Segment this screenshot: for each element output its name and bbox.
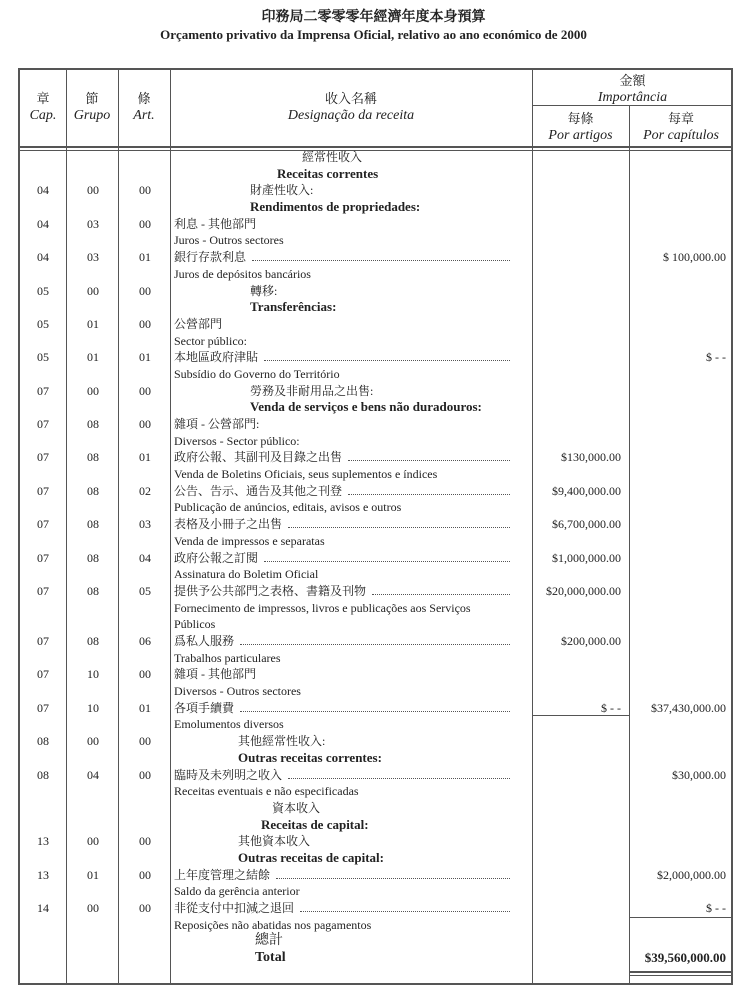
designation-line [174, 333, 247, 349]
designation-text: 爲私人服務 [174, 634, 235, 648]
cap-code: 07 [37, 583, 49, 598]
designation-text: 雜項 - 公營部門: [174, 417, 260, 432]
column-divider [170, 70, 171, 983]
header-art-pt: Art. [133, 108, 155, 123]
designation-text: Juros de depósitos bancários [174, 266, 311, 281]
header-grupo-pt: Grupo [73, 108, 111, 123]
grupo-code: 08 [87, 517, 99, 532]
dot-leader [276, 868, 510, 879]
cap-code: 13 [37, 867, 49, 882]
designation-text: Trabalhos particulares [174, 650, 281, 665]
art-code: 00 [139, 867, 151, 882]
designation-text: Venda de serviços e bens não duradouros: [250, 399, 482, 415]
cap-code: 07 [37, 383, 49, 398]
designation-line [250, 383, 373, 399]
designation-text: Subsídio do Governo do Território [174, 366, 340, 381]
designation-text: 各項手續費 [174, 700, 235, 715]
designation-line [174, 683, 301, 699]
amount-por-capitulo: $ - - [706, 350, 726, 365]
designation-text: 上年度管理之結餘 [174, 867, 271, 882]
cap-code: 05 [37, 283, 49, 298]
designation-line [302, 149, 362, 165]
amount-por-capitulo: $ 100,000.00 [663, 250, 726, 265]
designation-text: 雜項 - 其他部門 [174, 667, 256, 682]
grupo-code: 10 [87, 667, 99, 682]
designation-text: Receitas correntes [277, 165, 379, 181]
header-por-artigos [532, 110, 629, 144]
dot-leader [264, 551, 510, 562]
header-bottom-border [20, 146, 733, 148]
art-code: 01 [139, 700, 151, 715]
total-double-line [629, 971, 733, 973]
dot-leader [348, 450, 510, 461]
amount-por-capitulo: $2,000,000.00 [657, 867, 726, 882]
grupo-code: 01 [87, 867, 99, 882]
art-code: 00 [139, 417, 151, 432]
designation-line [238, 833, 310, 849]
designation-line [174, 449, 510, 465]
header-amount-zh: 金額 [619, 73, 646, 88]
dot-leader [288, 768, 510, 779]
cap-code: 04 [37, 216, 49, 231]
designation-line [174, 366, 340, 382]
designation-line [255, 933, 283, 949]
grupo-code: 08 [87, 483, 99, 498]
designation-line [250, 199, 420, 215]
grupo-code: 08 [87, 450, 99, 465]
art-code: 00 [139, 834, 151, 849]
amount-por-artigo: $130,000.00 [561, 450, 621, 465]
designation-text: 銀行存款利息 [174, 250, 247, 265]
cap-code: 05 [37, 316, 49, 331]
designation-line [277, 166, 378, 182]
designation-text: 臨時及未列明之收入 [174, 767, 283, 782]
designation-line [174, 550, 510, 566]
designation-line [174, 900, 510, 916]
grupo-code: 03 [87, 216, 99, 231]
grupo-code: 00 [87, 901, 99, 916]
designation-text: 其他資本收入 [238, 834, 311, 849]
grupo-code: 03 [87, 250, 99, 265]
designation-text: Outras receitas correntes: [238, 749, 382, 765]
designation-text: Outras receitas de capital: [238, 849, 384, 865]
cap-code: 07 [37, 700, 49, 715]
cap-code: 07 [37, 634, 49, 648]
designation-text: Juros - Outros sectores [174, 233, 284, 248]
amount-por-artigo: $200,000.00 [561, 634, 621, 648]
designation-text: Públicos [174, 617, 216, 632]
designation-text: 政府公報、其副刊及目錄之出售 [174, 450, 343, 465]
cap-code: 07 [37, 517, 49, 532]
designation-text: Publicação de anúncios, editais, avisos e outros [174, 500, 402, 515]
dot-leader [240, 634, 510, 645]
designation-line [174, 566, 318, 582]
designation-text: 總計 [255, 933, 283, 949]
designation-line [174, 266, 311, 282]
designation-text: 財產性收入: [250, 183, 314, 198]
total-line [629, 917, 733, 918]
header-capitulos-zh: 每章 [667, 111, 694, 126]
grupo-code: 00 [87, 183, 99, 198]
designation-line [174, 600, 471, 616]
designation-line [174, 249, 510, 265]
designation-text: Emolumentos diversos [174, 717, 284, 732]
designation-text: Sector público: [174, 333, 247, 348]
art-code: 04 [139, 550, 151, 565]
art-code: 01 [139, 450, 151, 465]
dot-leader [348, 484, 510, 495]
designation-line [174, 883, 300, 899]
header-amount [532, 72, 733, 106]
cap-code: 07 [37, 550, 49, 565]
grupo-code: 04 [87, 767, 99, 782]
dot-leader [288, 517, 510, 528]
designation-text: 勞務及非耐用品之出售: [250, 383, 374, 398]
amount-por-capitulo: $37,430,000.00 [651, 700, 726, 715]
art-code: 00 [139, 216, 151, 231]
designation-line [174, 700, 510, 716]
cap-code: 05 [37, 350, 49, 365]
budget-table [18, 68, 733, 985]
designation-line [174, 533, 325, 549]
amount-por-artigo: $9,400,000.00 [552, 483, 621, 498]
amount-por-artigo: $1,000,000.00 [552, 550, 621, 565]
art-code: 00 [139, 734, 151, 749]
designation-line [255, 950, 286, 966]
cap-code: 07 [37, 483, 49, 498]
art-code: 00 [139, 901, 151, 916]
designation-text: Saldo da gerência anterior [174, 884, 300, 899]
designation-line [250, 299, 336, 315]
designation-line [174, 633, 510, 649]
header-por-capitulos [629, 110, 733, 144]
designation-line [174, 616, 215, 632]
designation-text: Venda de Boletins Oficiais, seus suplementos e índices [174, 467, 438, 482]
designation-text: 經常性收入 [302, 150, 363, 164]
designation-text: Assinatura do Boletim Oficial [174, 567, 319, 582]
designation-text: 本地區政府津貼 [174, 350, 259, 365]
designation-line [174, 416, 259, 432]
header-grupo-zh: 節 [85, 91, 99, 106]
grupo-code: 08 [87, 417, 99, 432]
art-code: 05 [139, 583, 151, 598]
grupo-code: 01 [87, 350, 99, 365]
art-code: 00 [139, 383, 151, 398]
grupo-code: 08 [87, 550, 99, 565]
amount-por-capitulo: $ - - [706, 901, 726, 916]
grupo-code: 00 [87, 283, 99, 298]
art-code: 00 [139, 183, 151, 198]
cap-code: 14 [37, 901, 49, 916]
designation-text: 公營部門 [174, 316, 223, 331]
grupo-code: 00 [87, 734, 99, 749]
amount-por-capitulo: $30,000.00 [672, 767, 726, 782]
header-grupo [66, 90, 118, 124]
grupo-code: 01 [87, 316, 99, 331]
art-code: 01 [139, 250, 151, 265]
designation-text: Diversos - Sector público: [174, 433, 300, 448]
designation-text: Rendimentos de propriedades: [250, 199, 421, 215]
header-capitulos-pt: Por capítulos [643, 128, 719, 143]
designation-line [174, 767, 510, 783]
designation-line [174, 650, 281, 666]
grupo-code: 00 [87, 834, 99, 849]
designation-text: 非從支付中扣減之退回 [174, 901, 295, 916]
designation-line [174, 499, 401, 515]
header-artigos-pt: Por artigos [548, 128, 613, 143]
header-cap [20, 90, 66, 124]
designation-line [174, 516, 510, 532]
cap-code: 13 [37, 834, 49, 849]
cap-code: 07 [37, 667, 49, 682]
designation-text: 資本收入 [272, 800, 321, 815]
designation-line [174, 583, 510, 599]
dot-leader [240, 701, 510, 712]
designation-line [250, 283, 277, 299]
art-code: 02 [139, 483, 151, 498]
designation-text: 其他經常性收入: [238, 734, 326, 749]
designation-line [238, 850, 384, 866]
header-cap-zh: 章 [36, 91, 50, 106]
designation-line [174, 232, 284, 248]
amount-por-capitulo: $39,560,000.00 [644, 950, 726, 966]
designation-text: 轉移: [250, 283, 278, 298]
dot-leader [264, 350, 510, 361]
designation-text: 表格及小冊子之出售 [174, 517, 283, 532]
designation-line [174, 783, 359, 799]
cap-code: 07 [37, 450, 49, 465]
column-divider [629, 106, 630, 983]
cap-code: 07 [37, 417, 49, 432]
document-title-chinese: 印務局二零零零年經濟年度本身預算 [261, 10, 486, 25]
designation-line [174, 867, 510, 883]
designation-line [250, 182, 313, 198]
designation-line [174, 466, 437, 482]
amount-por-artigo: $6,700,000.00 [552, 517, 621, 532]
designation-line [174, 666, 256, 682]
art-code: 00 [139, 283, 151, 298]
cap-code: 04 [37, 250, 49, 265]
art-code: 03 [139, 517, 151, 532]
designation-text: Diversos - Outros sectores [174, 684, 301, 699]
art-code: 00 [139, 667, 151, 682]
amount-por-artigo: $20,000,000.00 [546, 583, 621, 598]
art-code: 01 [139, 350, 151, 365]
designation-text: Reposições não abatidas nos pagamentos [174, 917, 372, 932]
designation-line [238, 750, 382, 766]
header-amount-pt: Importância [597, 90, 668, 105]
designation-text: 利息 - 其他部門 [174, 216, 256, 231]
header-art [118, 90, 170, 124]
column-divider [118, 70, 119, 983]
grupo-code: 08 [87, 583, 99, 598]
designation-line [272, 800, 320, 816]
dot-leader [300, 901, 510, 912]
art-code: 00 [139, 316, 151, 331]
designation-text: 政府公報之訂閱 [174, 550, 259, 565]
dot-leader [372, 584, 510, 595]
designation-line [238, 733, 325, 749]
art-code: 06 [139, 634, 151, 648]
designation-text: 公告、告示、通告及其他之刊登 [174, 483, 343, 498]
header-artigos-zh: 每條 [567, 111, 594, 126]
header-bottom-border [20, 150, 733, 151]
cap-code: 04 [37, 183, 49, 198]
grupo-code: 00 [87, 383, 99, 398]
header-cap-pt: Cap. [29, 108, 57, 123]
header-designation-pt: Designação da receita [287, 108, 415, 123]
cap-code: 08 [37, 734, 49, 749]
designation-line [174, 483, 510, 499]
grupo-code: 08 [87, 634, 99, 648]
designation-line [250, 399, 482, 415]
designation-line [174, 433, 300, 449]
designation-line [174, 316, 222, 332]
document-title-portuguese: Orçamento privativo da Imprensa Oficial, relativo ao ano económico de 2000 [160, 27, 587, 42]
cap-code: 08 [37, 767, 49, 782]
designation-line [174, 349, 510, 365]
grupo-code: 10 [87, 700, 99, 715]
designation-text: Receitas eventuais e não especificadas [174, 784, 359, 799]
amount-por-artigo: $ - - [601, 700, 621, 715]
designation-line [261, 817, 369, 833]
designation-line [174, 216, 256, 232]
designation-text: Venda de impressos e separatas [174, 533, 325, 548]
header-designation-zh: 收入名稱 [324, 91, 377, 106]
dot-leader [252, 250, 510, 261]
designation-text: Fornecimento de impressos, livros e publicações aos Serviços [174, 600, 471, 615]
header-designation [170, 90, 532, 124]
total-double-line [629, 975, 733, 976]
designation-text: Transferências: [250, 299, 337, 315]
designation-line [174, 917, 371, 933]
header-art-zh: 條 [137, 91, 151, 106]
designation-line [174, 716, 284, 732]
art-code: 00 [139, 767, 151, 782]
designation-text: Receitas de capital: [261, 816, 369, 832]
designation-text: Total [255, 950, 286, 966]
designation-text: 提供予公共部門之表格、書籍及刊物 [174, 583, 367, 598]
